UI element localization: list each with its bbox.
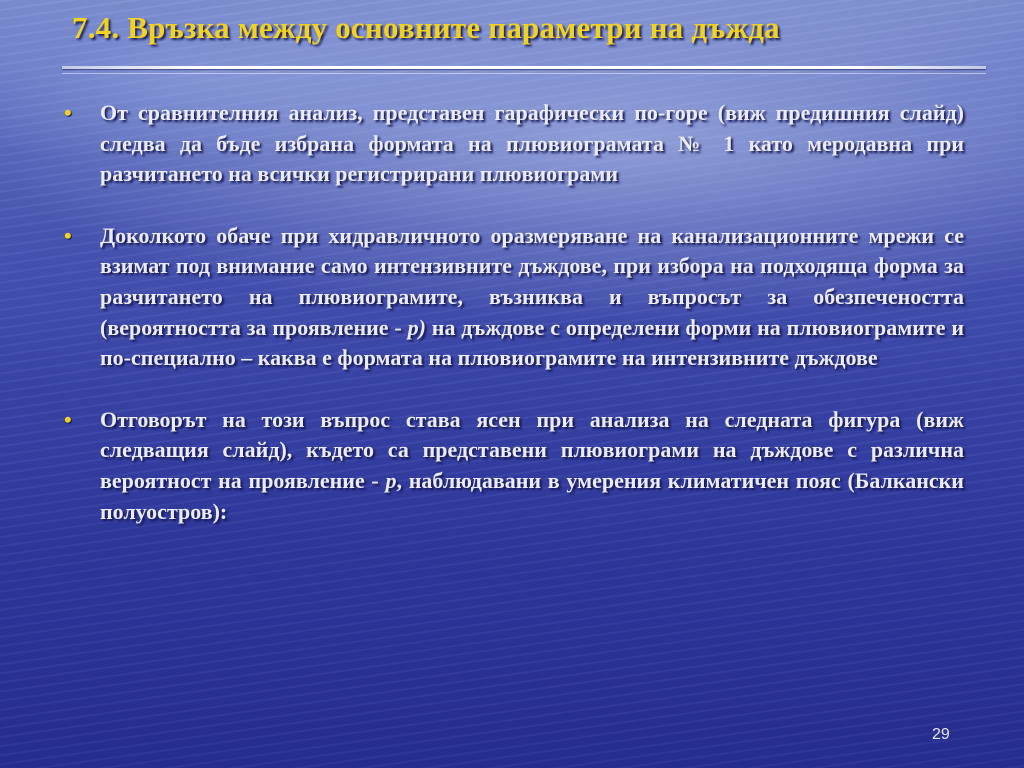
bullet-dot-icon: • <box>64 406 72 432</box>
slide-title: 7.4. Връзка между основните параметри на дъжда <box>72 10 780 45</box>
bullet-text: Отговорът на този въпрос става ясен при анализа на следната фигура (виж следващия слайд), където са представени плювиограми на дъждове с различна вероятност на проявление - <box>100 406 964 493</box>
page-number: 29 <box>932 726 950 743</box>
bullet-text: От сравнителния анализ, представен гарафически по-горе (виж предишния слайд) следва да бъде избрана формата на плювиограмата № 1 като меродавна при разчитането на всички регистрирани плювиограми <box>100 100 964 187</box>
bullet-dot-icon: • <box>64 222 72 248</box>
bullet-emphasis: p <box>385 467 397 493</box>
bullet-item <box>62 405 964 527</box>
bullet-text: Доколкото обаче при хидравличното оразмеряване на канализационните мрежи се взимат под внимание само интензивните дъждове, при избора на подходяща форма за разчитането на плювиограмите, възниква и въпросът за обезпечеността (вероятността за проявление - <box>100 222 964 340</box>
bullet-text: на дъждове с определени форми на плювиограмите и по-специално – каква е формата на плювиограмите на интензивните дъждове <box>100 314 964 371</box>
bullet-item <box>62 98 964 190</box>
bullet-list <box>62 98 964 527</box>
bullet-dot-icon: • <box>64 100 72 125</box>
bullet-emphasis: p) <box>407 314 426 340</box>
bullet-text: , наблюдавани в умерения климатичен пояс (Балкански полуостров): <box>100 467 964 524</box>
title-underline <box>62 66 986 69</box>
bullet-item <box>62 221 964 374</box>
title-underline-thin <box>62 73 986 74</box>
